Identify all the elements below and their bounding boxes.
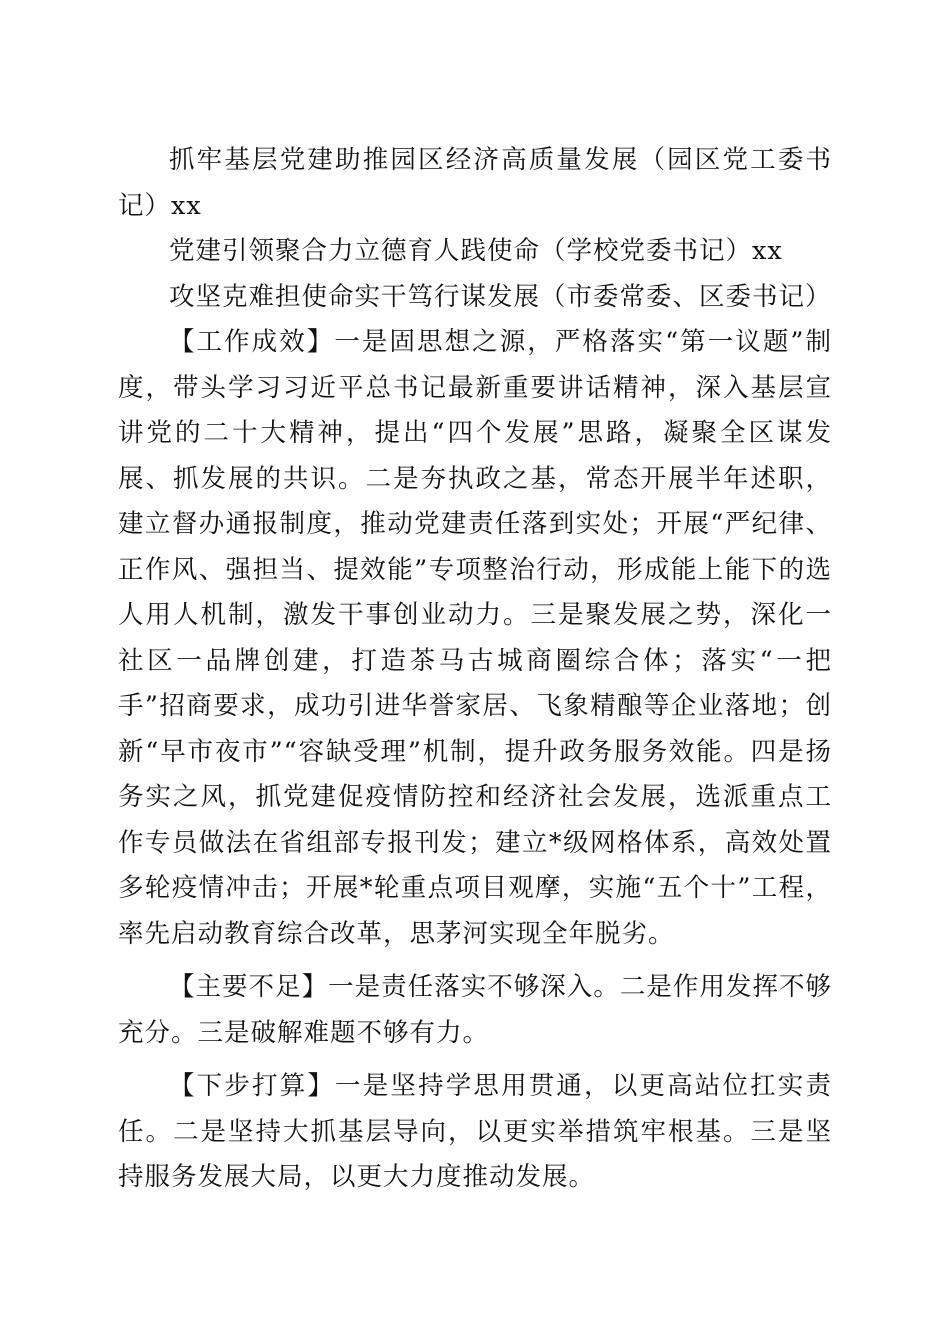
section-achievements-tag: 【工作成效】 [169, 327, 335, 357]
entry-title-2-text: 党建引领聚合力立德育人践使命（学校党委书记） [169, 236, 753, 266]
entry-author-2: xx [752, 236, 783, 266]
entry-author-1: xx [171, 190, 202, 221]
section-shortcomings-text: 一是责任落实不够深入。二是作用发挥不够充分。三是破解难题不够有力。 [118, 972, 832, 1048]
entry-title-1 [118, 138, 832, 229]
section-next-steps-text: 一是坚持学思用贯通，以更高站位扛实责任。二是坚持大抓基层导向，以更实举措筑牢根基。三是坚持服务发展大局，以更大力度推动发展。 [118, 1071, 832, 1192]
section-next-steps [118, 1064, 832, 1201]
entry-title-3-text: 攻坚克难担使命实干笃行谋发展（市委常委、区委书记） [169, 281, 832, 312]
entry-title-3 [118, 275, 832, 321]
section-achievements [118, 320, 832, 957]
section-next-steps-tag: 【下步打算】 [169, 1071, 336, 1101]
document-body [118, 138, 832, 1201]
section-shortcomings-tag: 【主要不足】 [169, 972, 329, 1002]
section-shortcomings [118, 965, 832, 1056]
entry-title-2 [118, 229, 832, 275]
entry-title-1-text: 抓牢基层党建助推园区经济高质量发展（园区党工委书记） [118, 145, 832, 221]
section-achievements-text: 一是固思想之源，严格落实“第一议题”制度，带头学习习近平总书记最新重要讲话精神，深入基层宣讲党的二十大精神，提出“四个发展”思路，凝聚全区谋发展、抓发展的共识。二是夯执政之基，常态开展半年述职，建立督办通报制度，推动党建责任落到实处；开展“严纪律、正作风、强担当、提效能”专项整治行动，形成能上能下的选人用人机制，激发干事创业动力。三是聚发展之势，深化一社区一品牌创建，打造茶马古城商圈综合体；落实“一把手”招商要求，成功引进华誉家居、飞象精酿等企业落地；创新“早市夜市”“容缺受理”机制，提升政务服务效能。四是扬务实之风，抓党建促疫情防控和经济社会发展，选派重点工作专员做法在省组部专报刊发；建立*级网格体系，高效处置多轮疫情冲击；开展*轮重点项目观摩，实施“五个十”工程，率先启动教育综合改革，思茅河实现全年脱劣。 [118, 327, 832, 949]
